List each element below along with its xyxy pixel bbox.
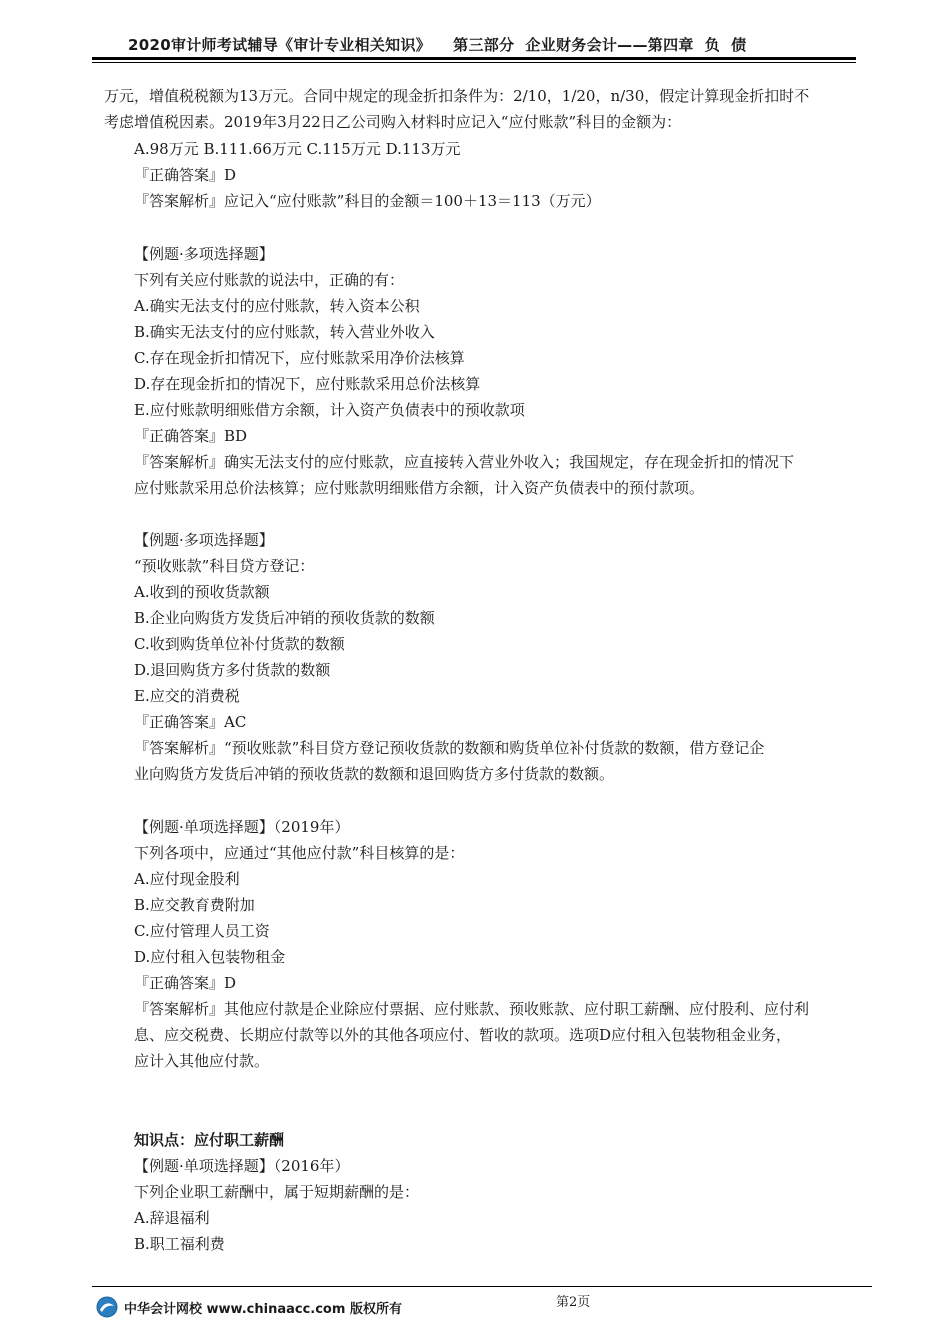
text-line: D.退回购货方多付货款的数额 xyxy=(134,661,331,679)
text-line: C.应付管理人员工资 xyxy=(134,922,270,940)
text-line: 【例题·单项选择题】（2019年） xyxy=(134,818,350,836)
text-line: D.应付租入包装物租金 xyxy=(134,948,286,966)
text-line: 下列企业职工薪酬中，属于短期薪酬的是： xyxy=(134,1183,420,1201)
text-line: C.收到购货单位补付货款的数额 xyxy=(134,635,345,653)
text-line: A.确实无法支付的应付账款，转入资本公积 xyxy=(134,297,420,315)
text-line: E.应付账款明细账借方余额，计入资产负债表中的预收款项 xyxy=(134,401,525,419)
text-line: 【例题·单项选择题】（2016年） xyxy=(134,1157,350,1175)
text-line: 息、应交税费、长期应付款等以外的其他各项应付、暂收的款项。选项D应付租入包装物租金业务， xyxy=(134,1026,792,1044)
text-line: A.辞退福利 xyxy=(134,1209,210,1227)
text-line: 【例题·多项选择题】 xyxy=(134,531,274,549)
header-rule xyxy=(92,57,856,60)
text-line: B.确实无法支付的应付账款，转入营业外收入 xyxy=(134,323,435,341)
text-line: 业向购货方发货后冲销的预收货款的数额和退回购货方多付货款的数额。 xyxy=(134,765,615,783)
text-line: 应计入其他应付款。 xyxy=(134,1052,270,1070)
text-line: 下列各项中，应通过“其他应付款”科目核算的是： xyxy=(134,844,465,862)
text-line: “预收账款”科目贷方登记： xyxy=(134,557,315,575)
header-rule-thin xyxy=(92,62,856,63)
text-line: 『答案解析』应记入“应付账款”科目的金额＝100＋13＝113（万元） xyxy=(134,192,601,210)
text-line: 『正确答案』BD xyxy=(134,427,248,445)
text-line: C.存在现金折扣情况下，应付账款采用净价法核算 xyxy=(134,349,465,367)
text-line: B.职工福利费 xyxy=(134,1235,225,1253)
text-line: B.企业向购货方发货后冲销的预收货款的数额 xyxy=(134,609,435,627)
page-header xyxy=(92,30,856,54)
text-line: 『正确答案』D xyxy=(134,974,237,992)
text-line: A.应付现金股利 xyxy=(134,870,240,888)
page-number: 第2页 xyxy=(556,1295,591,1310)
text-line: 『答案解析』其他应付款是企业除应付票据、应付账款、预收账款、应付职工薪酬、应付股利、应付利 xyxy=(134,1000,810,1018)
text-line: D.存在现金折扣的情况下，应付账款采用总价法核算 xyxy=(134,375,481,393)
section-heading: 知识点：应付职工薪酬 xyxy=(134,1131,285,1149)
text-line: 下列有关应付账款的说法中，正确的有： xyxy=(134,271,405,289)
text-line: 『正确答案』D xyxy=(134,166,237,184)
text-line: A.98万元 B.111.66万元 C.115万元 D.113万元 xyxy=(134,140,461,158)
text-line: 『正确答案』AC xyxy=(134,713,247,731)
header-title: 2020审计师考试辅导《审计专业相关知识》 第三部分 企业财务会计——第四章 负 债 xyxy=(128,36,747,54)
text-line: 应付账款采用总价法核算；应付账款明细账借方余额，计入资产负债表中的预付款项。 xyxy=(134,479,705,497)
chinaacc-logo-icon xyxy=(96,1296,118,1318)
text-line: 【例题·多项选择题】 xyxy=(134,245,274,263)
text-line: 万元，增值税税额为13万元。合同中规定的现金折扣条件为：2/10，1/20，n/30，假定计算现金折扣时不 xyxy=(104,87,810,105)
text-line: E.应交的消费税 xyxy=(134,687,240,705)
footer-brand: 中华会计网校 www.chinaacc.com 版权所有 xyxy=(124,1302,402,1317)
text-line: B.应交教育费附加 xyxy=(134,896,255,914)
text-line: A.收到的预收货款额 xyxy=(134,583,270,601)
text-line: 考虑增值税因素。2019年3月22日乙公司购入材料时应记入“应付账款”科目的金额为： xyxy=(104,113,682,131)
text-line: 『答案解析』确实无法支付的应付账款，应直接转入营业外收入；我国规定，存在现金折扣的情况下 xyxy=(134,453,795,471)
text-line: 『答案解析』“预收账款”科目贷方登记预收货款的数额和购货单位补付货款的数额，借方登记企 xyxy=(134,739,765,757)
footer-rule xyxy=(92,1286,872,1287)
